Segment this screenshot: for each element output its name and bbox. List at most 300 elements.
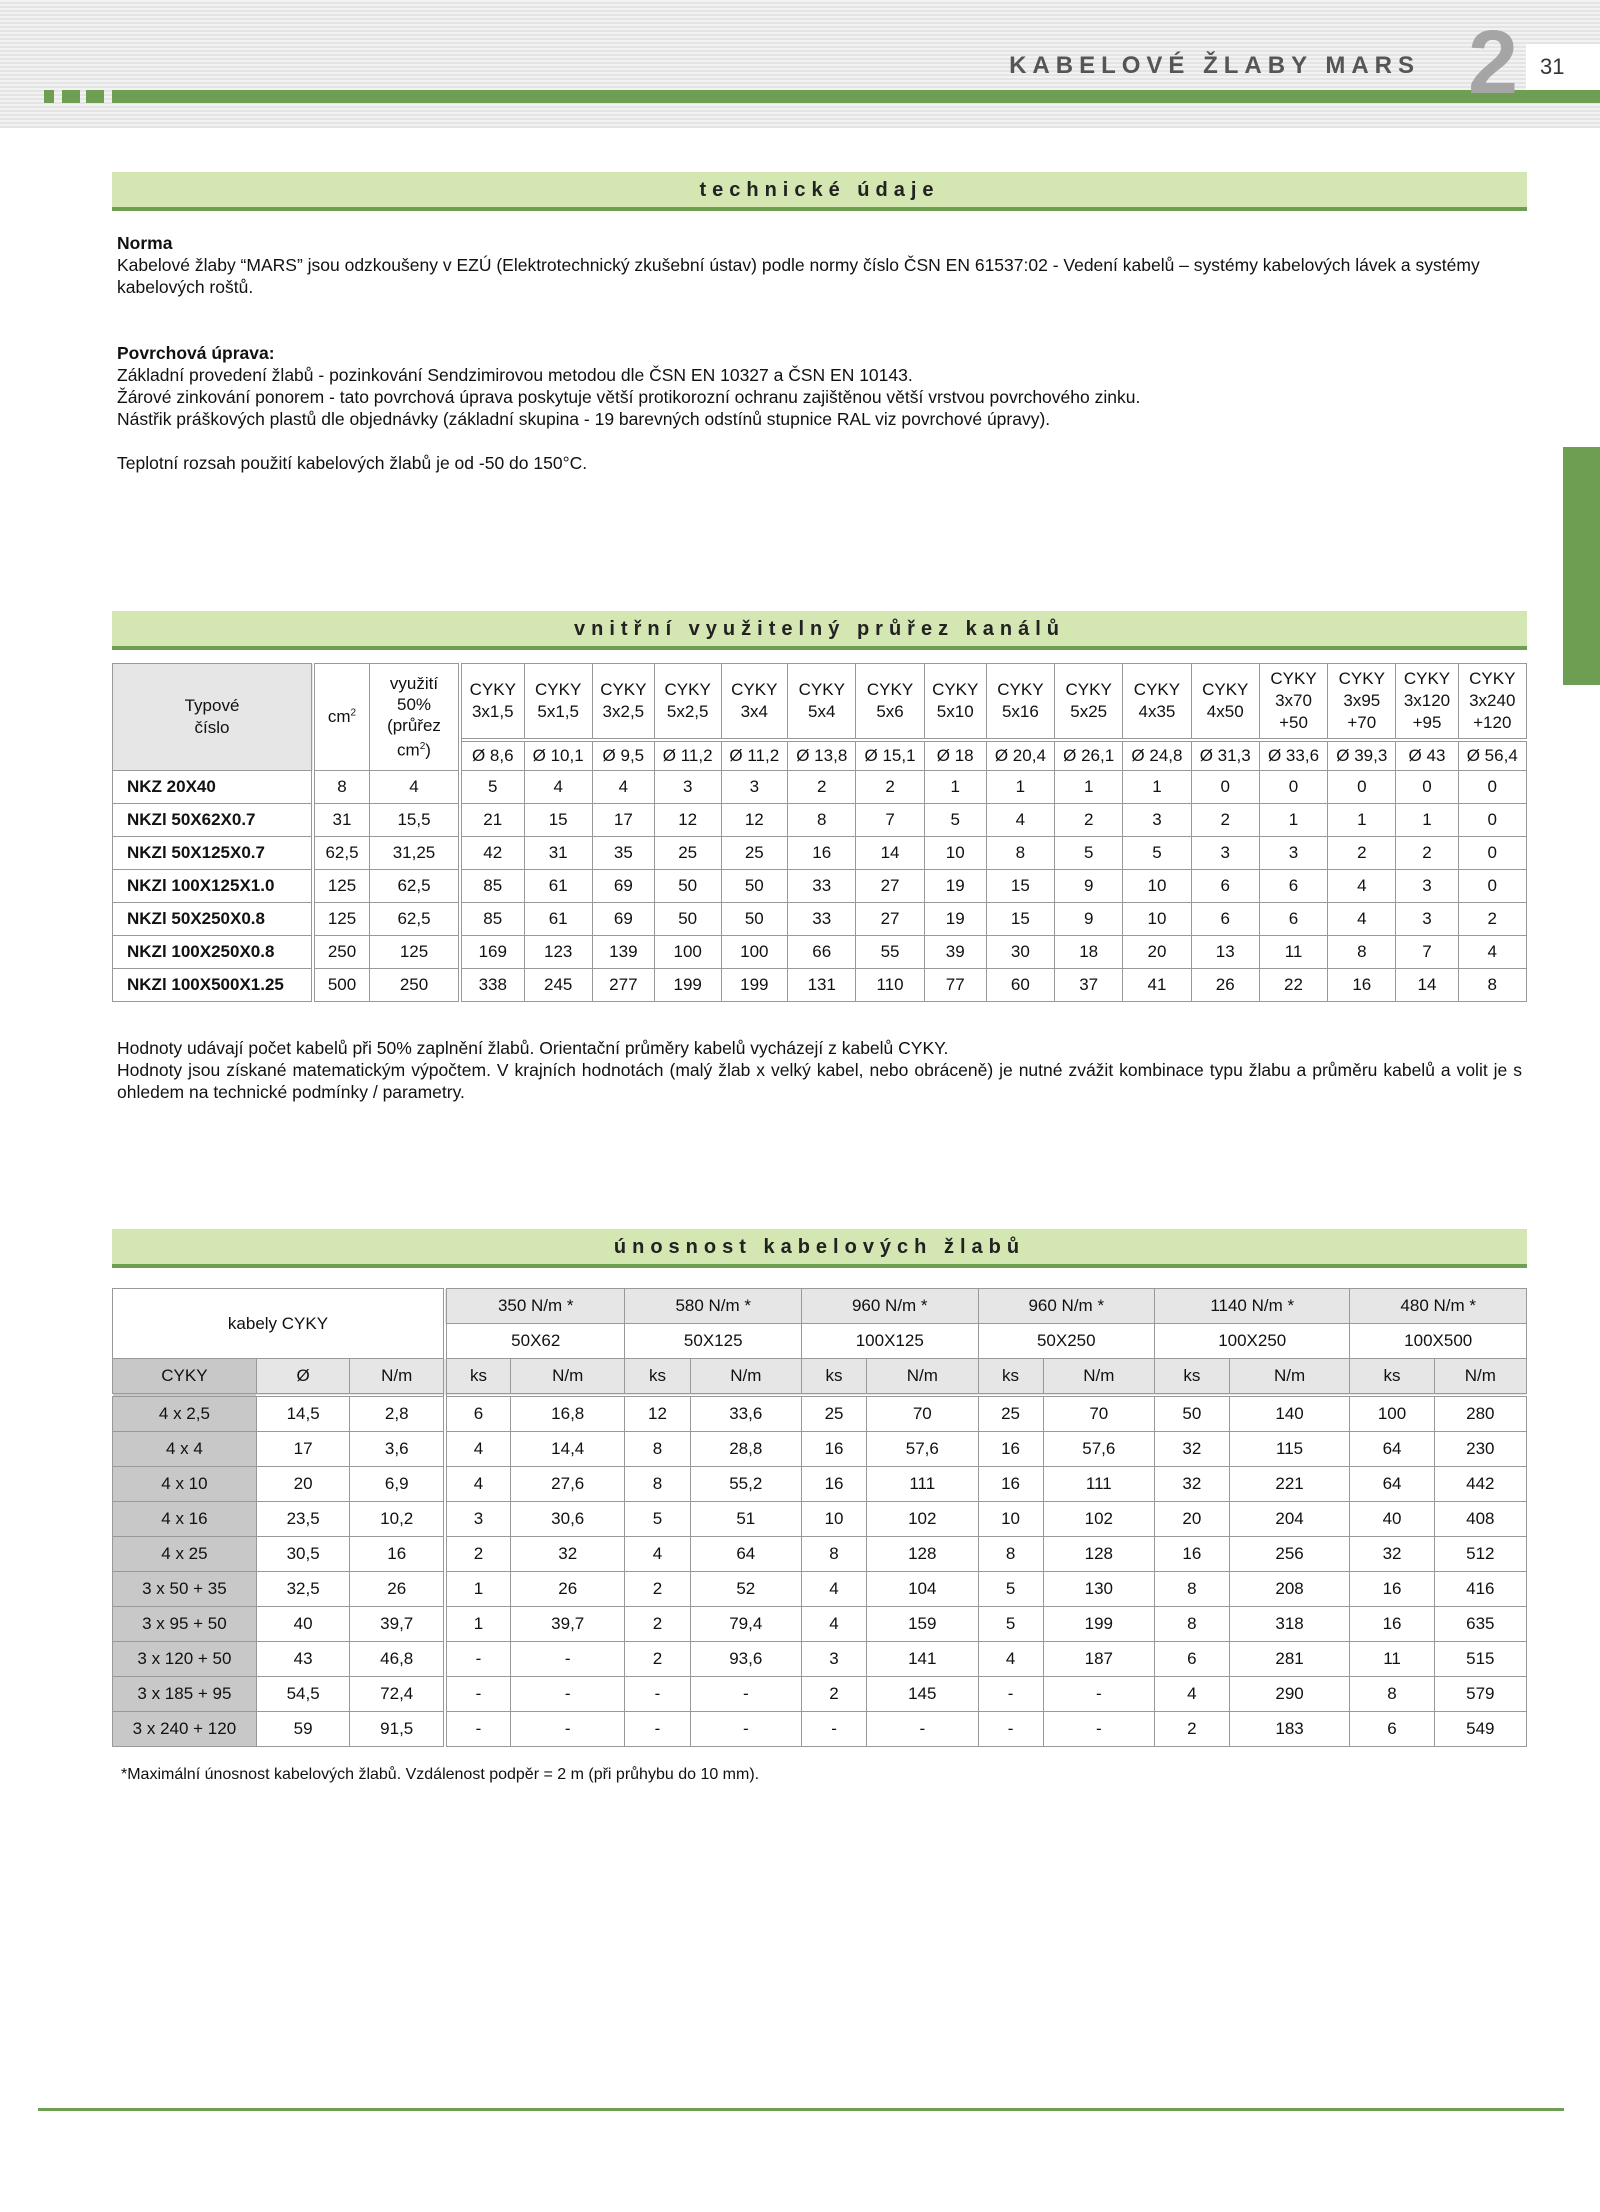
cable-size: 3x1,5 <box>471 702 514 721</box>
count-value: 12 <box>625 1395 690 1432</box>
side-tab <box>1563 447 1600 685</box>
cable-count: 245 <box>524 969 592 1002</box>
cable-size: 5x6 <box>876 702 904 721</box>
trough-vyuziti: 4 <box>370 771 461 804</box>
cable-diameter: 30,5 <box>256 1537 350 1572</box>
cable-diameter: Ø 18 <box>924 740 986 771</box>
cable-diameter: 32,5 <box>256 1572 350 1607</box>
cable-diameter: 59 <box>256 1712 350 1747</box>
header-title: KABELOVÉ ŽLABY MARS <box>1009 52 1420 79</box>
cable-size-extra: +95 <box>1412 713 1442 732</box>
load-value: 39,7 <box>510 1607 625 1642</box>
count-value: 50 <box>1155 1395 1230 1432</box>
cable-count: 3 <box>1259 837 1327 870</box>
cable-size: 3x70 <box>1275 691 1312 710</box>
count-value: 6 <box>1155 1642 1230 1677</box>
cable-count: 55 <box>856 936 924 969</box>
load-value: 187 <box>1043 1642 1154 1677</box>
count-value: 2 <box>802 1677 867 1712</box>
cable-type: CYKY <box>535 680 582 699</box>
trough-size-header: 50X125 <box>625 1324 802 1359</box>
count-value: 16 <box>1350 1607 1434 1642</box>
cable-count: 25 <box>654 837 721 870</box>
load-value: - <box>690 1712 801 1747</box>
chapter-number: 2 <box>1468 13 1519 113</box>
section-heading-load: únosnost kabelových žlabů <box>112 1229 1527 1268</box>
count-value: 6 <box>445 1395 510 1432</box>
cable-diameter: Ø 9,5 <box>592 740 654 771</box>
trough-size-header: 50X250 <box>978 1324 1155 1359</box>
cable-count: 169 <box>460 936 524 969</box>
trough-name: NKZl 50X125X0.7 <box>113 837 314 870</box>
load-value: 635 <box>1434 1607 1526 1642</box>
load-value: 70 <box>867 1395 978 1432</box>
cable-count: 85 <box>460 870 524 903</box>
cable-type: CYKY <box>1469 669 1516 688</box>
sub-header-nm: N/m <box>510 1359 625 1396</box>
cable-count: 10 <box>924 837 986 870</box>
sub-header-ks: ks <box>978 1359 1043 1396</box>
load-value: 416 <box>1434 1572 1526 1607</box>
cable-count: 2 <box>788 771 856 804</box>
cable-header <box>986 664 1054 741</box>
kabely-label: kabely CYKY <box>113 1289 446 1359</box>
cable-count: 69 <box>592 870 654 903</box>
cable-count: 26 <box>1191 969 1259 1002</box>
cable-weight: 26 <box>350 1572 445 1607</box>
count-value: 8 <box>1155 1572 1230 1607</box>
cable-count: 6 <box>1259 903 1327 936</box>
count-value: 6 <box>1350 1712 1434 1747</box>
cable-diameter: Ø 56,4 <box>1458 740 1526 771</box>
cable-count: 199 <box>721 969 788 1002</box>
cable-count: 5 <box>460 771 524 804</box>
cable-diameter: Ø 15,1 <box>856 740 924 771</box>
trough-cm: 8 <box>313 771 370 804</box>
load-value: 16,8 <box>510 1395 625 1432</box>
cable-diameter: Ø 8,6 <box>460 740 524 771</box>
cable-count: 15 <box>986 870 1054 903</box>
cable-size: 3x240 <box>1469 691 1516 710</box>
count-value: 32 <box>1155 1467 1230 1502</box>
cable-type: 4 x 2,5 <box>113 1395 257 1432</box>
col-vyuziti-line: 50% <box>396 695 432 715</box>
povrch-line: Základní provedení žlabů - pozinkování Sendzimirovou metodou dle ČSN EN 10327 a ČSN EN 10143. <box>117 365 913 385</box>
cable-count: 19 <box>924 870 986 903</box>
cable-count: 2 <box>1396 837 1458 870</box>
col-vyuziti <box>370 664 461 771</box>
load-value: 145 <box>867 1677 978 1712</box>
table-row <box>113 1432 1527 1467</box>
cable-header <box>856 664 924 741</box>
cable-count: 33 <box>788 903 856 936</box>
cable-count: 10 <box>1123 903 1191 936</box>
col-vyuziti-sup: 2 <box>419 741 426 753</box>
cable-count: 50 <box>654 870 721 903</box>
cable-count: 25 <box>721 837 788 870</box>
table-row <box>113 936 1527 969</box>
capacity-note <box>117 1037 1522 1103</box>
load-value: 549 <box>1434 1712 1526 1747</box>
cable-count: 100 <box>721 936 788 969</box>
cable-diameter: Ø 13,8 <box>788 740 856 771</box>
cable-count: 1 <box>1328 804 1396 837</box>
trough-vyuziti: 31,25 <box>370 837 461 870</box>
footer-line <box>38 2108 1564 2111</box>
cable-header <box>924 664 986 741</box>
cable-count: 2 <box>1055 804 1123 837</box>
norma-title: Norma <box>117 233 173 253</box>
cable-count: 9 <box>1055 870 1123 903</box>
cable-diameter: 54,5 <box>256 1677 350 1712</box>
header-bar <box>112 90 1600 103</box>
cable-weight: 2,8 <box>350 1395 445 1432</box>
trough-cm: 250 <box>313 936 370 969</box>
trough-vyuziti: 125 <box>370 936 461 969</box>
table-row <box>113 804 1527 837</box>
cable-count: 100 <box>654 936 721 969</box>
cable-type: 3 x 185 + 95 <box>113 1677 257 1712</box>
cable-count: 0 <box>1458 771 1526 804</box>
cable-size: 5x1,5 <box>537 702 579 721</box>
cable-diameter: 14,5 <box>256 1395 350 1432</box>
load-value: 183 <box>1229 1712 1350 1747</box>
cable-size: 3x2,5 <box>602 702 645 721</box>
cable-count: 39 <box>924 936 986 969</box>
cable-type: 4 x 4 <box>113 1432 257 1467</box>
count-value: 16 <box>978 1432 1043 1467</box>
load-value: 51 <box>690 1502 801 1537</box>
cable-count: 2 <box>856 771 924 804</box>
count-value: 3 <box>802 1642 867 1677</box>
trough-name: NKZl 50X62X0.7 <box>113 804 314 837</box>
cable-count: 27 <box>856 903 924 936</box>
load-footnote: *Maximální únosnost kabelových žlabů. Vzdálenost podpěr = 2 m (při průhybu do 10 mm). <box>121 1766 760 1783</box>
cable-count: 2 <box>1458 903 1526 936</box>
capacity-table <box>112 663 1527 1002</box>
table-row <box>113 1607 1527 1642</box>
sub-header-ks: ks <box>1350 1359 1434 1396</box>
load-value: 79,4 <box>690 1607 801 1642</box>
count-value: 4 <box>445 1432 510 1467</box>
cable-count: 4 <box>1328 870 1396 903</box>
load-value: 102 <box>1043 1502 1154 1537</box>
cable-count: 3 <box>1396 870 1458 903</box>
cable-type: CYKY <box>1133 680 1181 699</box>
cable-header <box>1458 664 1526 741</box>
count-value: - <box>445 1642 510 1677</box>
cable-size: 5x16 <box>1001 702 1039 721</box>
load-header: 960 N/m * <box>978 1289 1155 1324</box>
count-value: - <box>445 1712 510 1747</box>
cable-header <box>1055 664 1123 741</box>
cable-type: CYKY <box>469 680 516 699</box>
count-value: 4 <box>1155 1677 1230 1712</box>
count-value: 10 <box>978 1502 1043 1537</box>
col-vyuziti-line: ) <box>425 740 431 760</box>
table-row <box>113 1572 1527 1607</box>
cable-size: 5x4 <box>808 702 836 721</box>
cable-count: 5 <box>1055 837 1123 870</box>
count-value: - <box>625 1677 690 1712</box>
trough-vyuziti: 250 <box>370 969 461 1002</box>
cable-count: 6 <box>1191 903 1259 936</box>
table-row <box>113 837 1527 870</box>
load-value: 141 <box>867 1642 978 1677</box>
count-value: 4 <box>978 1642 1043 1677</box>
cable-type: CYKY <box>798 680 845 699</box>
cable-count: 3 <box>1191 837 1259 870</box>
cable-count: 17 <box>592 804 654 837</box>
cable-count: 21 <box>460 804 524 837</box>
note-line: Hodnoty udávají počet kabelů při 50% zaplnění žlabů. Orientační průměry kabelů vycházejí z kabelů CYKY. <box>117 1038 949 1058</box>
cable-count: 61 <box>524 870 592 903</box>
count-value: - <box>625 1712 690 1747</box>
page-header <box>0 0 1600 128</box>
cable-diameter: Ø 24,8 <box>1123 740 1191 771</box>
cable-diameter: Ø 43 <box>1396 740 1458 771</box>
count-value: 5 <box>978 1572 1043 1607</box>
count-value: 8 <box>625 1467 690 1502</box>
count-value: 32 <box>1350 1537 1434 1572</box>
cable-count: 1 <box>986 771 1054 804</box>
count-value: 8 <box>1155 1607 1230 1642</box>
cable-type: 3 x 50 + 35 <box>113 1572 257 1607</box>
cable-count: 16 <box>1328 969 1396 1002</box>
cable-count: 15 <box>986 903 1054 936</box>
sub-header-nm: N/m <box>867 1359 978 1396</box>
cable-count: 85 <box>460 903 524 936</box>
cable-count: 131 <box>788 969 856 1002</box>
cable-count: 1 <box>1396 804 1458 837</box>
count-value: - <box>978 1712 1043 1747</box>
sub-header-ks: ks <box>445 1359 510 1396</box>
cable-count: 19 <box>924 903 986 936</box>
cable-count: 10 <box>1123 870 1191 903</box>
cable-type: 4 x 25 <box>113 1537 257 1572</box>
cable-count: 5 <box>924 804 986 837</box>
cable-count: 35 <box>592 837 654 870</box>
cable-count: 4 <box>524 771 592 804</box>
cable-count: 13 <box>1191 936 1259 969</box>
cable-count: 4 <box>592 771 654 804</box>
load-value: 26 <box>510 1572 625 1607</box>
cable-count: 3 <box>721 771 788 804</box>
load-value: - <box>510 1642 625 1677</box>
table-row <box>113 1502 1527 1537</box>
cable-type: CYKY <box>1403 669 1451 688</box>
load-value: 57,6 <box>1043 1432 1154 1467</box>
technical-text <box>117 232 1522 474</box>
load-value: 318 <box>1229 1607 1350 1642</box>
cable-header <box>721 664 788 741</box>
load-value: 33,6 <box>690 1395 801 1432</box>
col-vyuziti-line: využití <box>389 674 439 694</box>
table-row <box>113 870 1527 903</box>
load-value: - <box>1043 1712 1154 1747</box>
load-value: 57,6 <box>867 1432 978 1467</box>
cable-count: 50 <box>721 903 788 936</box>
load-value: 115 <box>1229 1432 1350 1467</box>
load-value: 128 <box>1043 1537 1154 1572</box>
trough-vyuziti: 62,5 <box>370 870 461 903</box>
cable-diameter: 20 <box>256 1467 350 1502</box>
count-value: 64 <box>1350 1432 1434 1467</box>
cable-count: 69 <box>592 903 654 936</box>
cable-type: 3 x 120 + 50 <box>113 1642 257 1677</box>
cable-weight: 3,6 <box>350 1432 445 1467</box>
cable-count: 37 <box>1055 969 1123 1002</box>
cable-type: 3 x 240 + 120 <box>113 1712 257 1747</box>
cable-count: 8 <box>1458 969 1526 1002</box>
cable-count: 0 <box>1458 870 1526 903</box>
cable-count: 8 <box>1328 936 1396 969</box>
cable-count: 1 <box>1123 771 1191 804</box>
cable-size: 3x4 <box>740 702 769 721</box>
cable-count: 14 <box>856 837 924 870</box>
cable-count: 4 <box>1328 903 1396 936</box>
load-value: 32 <box>510 1537 625 1572</box>
sub-header-diameter: Ø <box>256 1359 350 1396</box>
load-value: - <box>867 1712 978 1747</box>
cable-weight: 10,2 <box>350 1502 445 1537</box>
cable-header <box>524 664 592 741</box>
trough-cm: 62,5 <box>313 837 370 870</box>
trough-size-header: 100X250 <box>1155 1324 1350 1359</box>
cable-size: 4x50 <box>1206 702 1244 721</box>
load-value: 140 <box>1229 1395 1350 1432</box>
cable-size-extra: +70 <box>1347 713 1377 732</box>
table-row <box>113 903 1527 936</box>
cable-header <box>788 664 856 741</box>
load-value: 159 <box>867 1607 978 1642</box>
load-value: 27,6 <box>510 1467 625 1502</box>
count-value: 8 <box>802 1537 867 1572</box>
count-value: 32 <box>1155 1432 1230 1467</box>
cable-diameter: Ø 10,1 <box>524 740 592 771</box>
count-value: 3 <box>445 1502 510 1537</box>
count-value: 2 <box>625 1572 690 1607</box>
load-value: 104 <box>867 1572 978 1607</box>
cable-header <box>1328 664 1396 741</box>
cable-count: 7 <box>1396 936 1458 969</box>
load-value: 256 <box>1229 1537 1350 1572</box>
cable-count: 12 <box>654 804 721 837</box>
trough-name: NKZl 100X250X0.8 <box>113 936 314 969</box>
load-value: 408 <box>1434 1502 1526 1537</box>
cable-weight: 39,7 <box>350 1607 445 1642</box>
cable-count: 22 <box>1259 969 1327 1002</box>
col-typ-line: číslo <box>194 718 230 737</box>
sub-header-nm: N/m <box>1043 1359 1154 1396</box>
cable-diameter: Ø 31,3 <box>1191 740 1259 771</box>
trough-name: NKZl 100X500X1.25 <box>113 969 314 1002</box>
sub-header-nm: N/m <box>1229 1359 1350 1396</box>
col-cm <box>313 664 370 771</box>
load-value: 199 <box>1043 1607 1154 1642</box>
count-value: 2 <box>445 1537 510 1572</box>
count-value: 2 <box>625 1607 690 1642</box>
load-value: 230 <box>1434 1432 1526 1467</box>
cable-count: 6 <box>1259 870 1327 903</box>
load-value: 221 <box>1229 1467 1350 1502</box>
cable-count: 9 <box>1055 903 1123 936</box>
cable-type: CYKY <box>600 680 647 699</box>
header-decor-block <box>44 90 54 103</box>
cable-type: CYKY <box>664 680 711 699</box>
table-row <box>113 1677 1527 1712</box>
cable-size-extra: +120 <box>1473 713 1512 732</box>
load-value: 204 <box>1229 1502 1350 1537</box>
trough-cm: 31 <box>313 804 370 837</box>
cable-count: 7 <box>856 804 924 837</box>
cable-header <box>592 664 654 741</box>
load-value: 111 <box>867 1467 978 1502</box>
cable-diameter: 43 <box>256 1642 350 1677</box>
trough-size-header: 100X500 <box>1350 1324 1527 1359</box>
cable-count: 6 <box>1191 870 1259 903</box>
cable-size-extra: +50 <box>1279 713 1308 732</box>
load-value: 14,4 <box>510 1432 625 1467</box>
cable-count: 14 <box>1396 969 1458 1002</box>
cable-count: 1 <box>924 771 986 804</box>
col-typ-line: Typové <box>184 696 240 715</box>
table-row <box>113 1395 1527 1432</box>
table-row <box>113 969 1527 1002</box>
cable-diameter: Ø 33,6 <box>1259 740 1327 771</box>
cable-header <box>654 664 721 741</box>
cable-count: 8 <box>986 837 1054 870</box>
cable-diameter: 23,5 <box>256 1502 350 1537</box>
cable-type: CYKY <box>1202 680 1249 699</box>
count-value: 16 <box>802 1467 867 1502</box>
load-value: - <box>690 1677 801 1712</box>
header-decor-block <box>86 90 104 103</box>
cable-count: 60 <box>986 969 1054 1002</box>
cable-diameter: 17 <box>256 1432 350 1467</box>
cable-count: 16 <box>788 837 856 870</box>
trough-size-header: 100X125 <box>802 1324 979 1359</box>
col-vyuziti-line: (průřez <box>387 716 441 736</box>
cable-count: 8 <box>788 804 856 837</box>
cable-count: 277 <box>592 969 654 1002</box>
cable-count: 66 <box>788 936 856 969</box>
cable-diameter: Ø 26,1 <box>1055 740 1123 771</box>
sub-header-nm: N/m <box>1434 1359 1526 1396</box>
cable-count: 2 <box>1191 804 1259 837</box>
cable-count: 0 <box>1458 837 1526 870</box>
trough-name: NKZ 20X40 <box>113 771 314 804</box>
cable-size: 3x120 <box>1403 691 1451 710</box>
load-value: 290 <box>1229 1677 1350 1712</box>
cable-count: 42 <box>460 837 524 870</box>
cable-size: 5x10 <box>936 702 974 721</box>
col-vyuziti-line: cm <box>397 740 420 760</box>
count-value: 2 <box>1155 1712 1230 1747</box>
cable-count: 199 <box>654 969 721 1002</box>
sub-header-ks: ks <box>802 1359 867 1396</box>
count-value: 1 <box>445 1572 510 1607</box>
count-value: 64 <box>1350 1467 1434 1502</box>
load-value: 130 <box>1043 1572 1154 1607</box>
cable-count: 11 <box>1259 936 1327 969</box>
load-value: - <box>1043 1677 1154 1712</box>
cable-type: CYKY <box>1270 669 1317 688</box>
cable-count: 3 <box>1396 903 1458 936</box>
load-header: 480 N/m * <box>1350 1289 1527 1324</box>
cable-count: 0 <box>1191 771 1259 804</box>
cable-count: 1 <box>1259 804 1327 837</box>
